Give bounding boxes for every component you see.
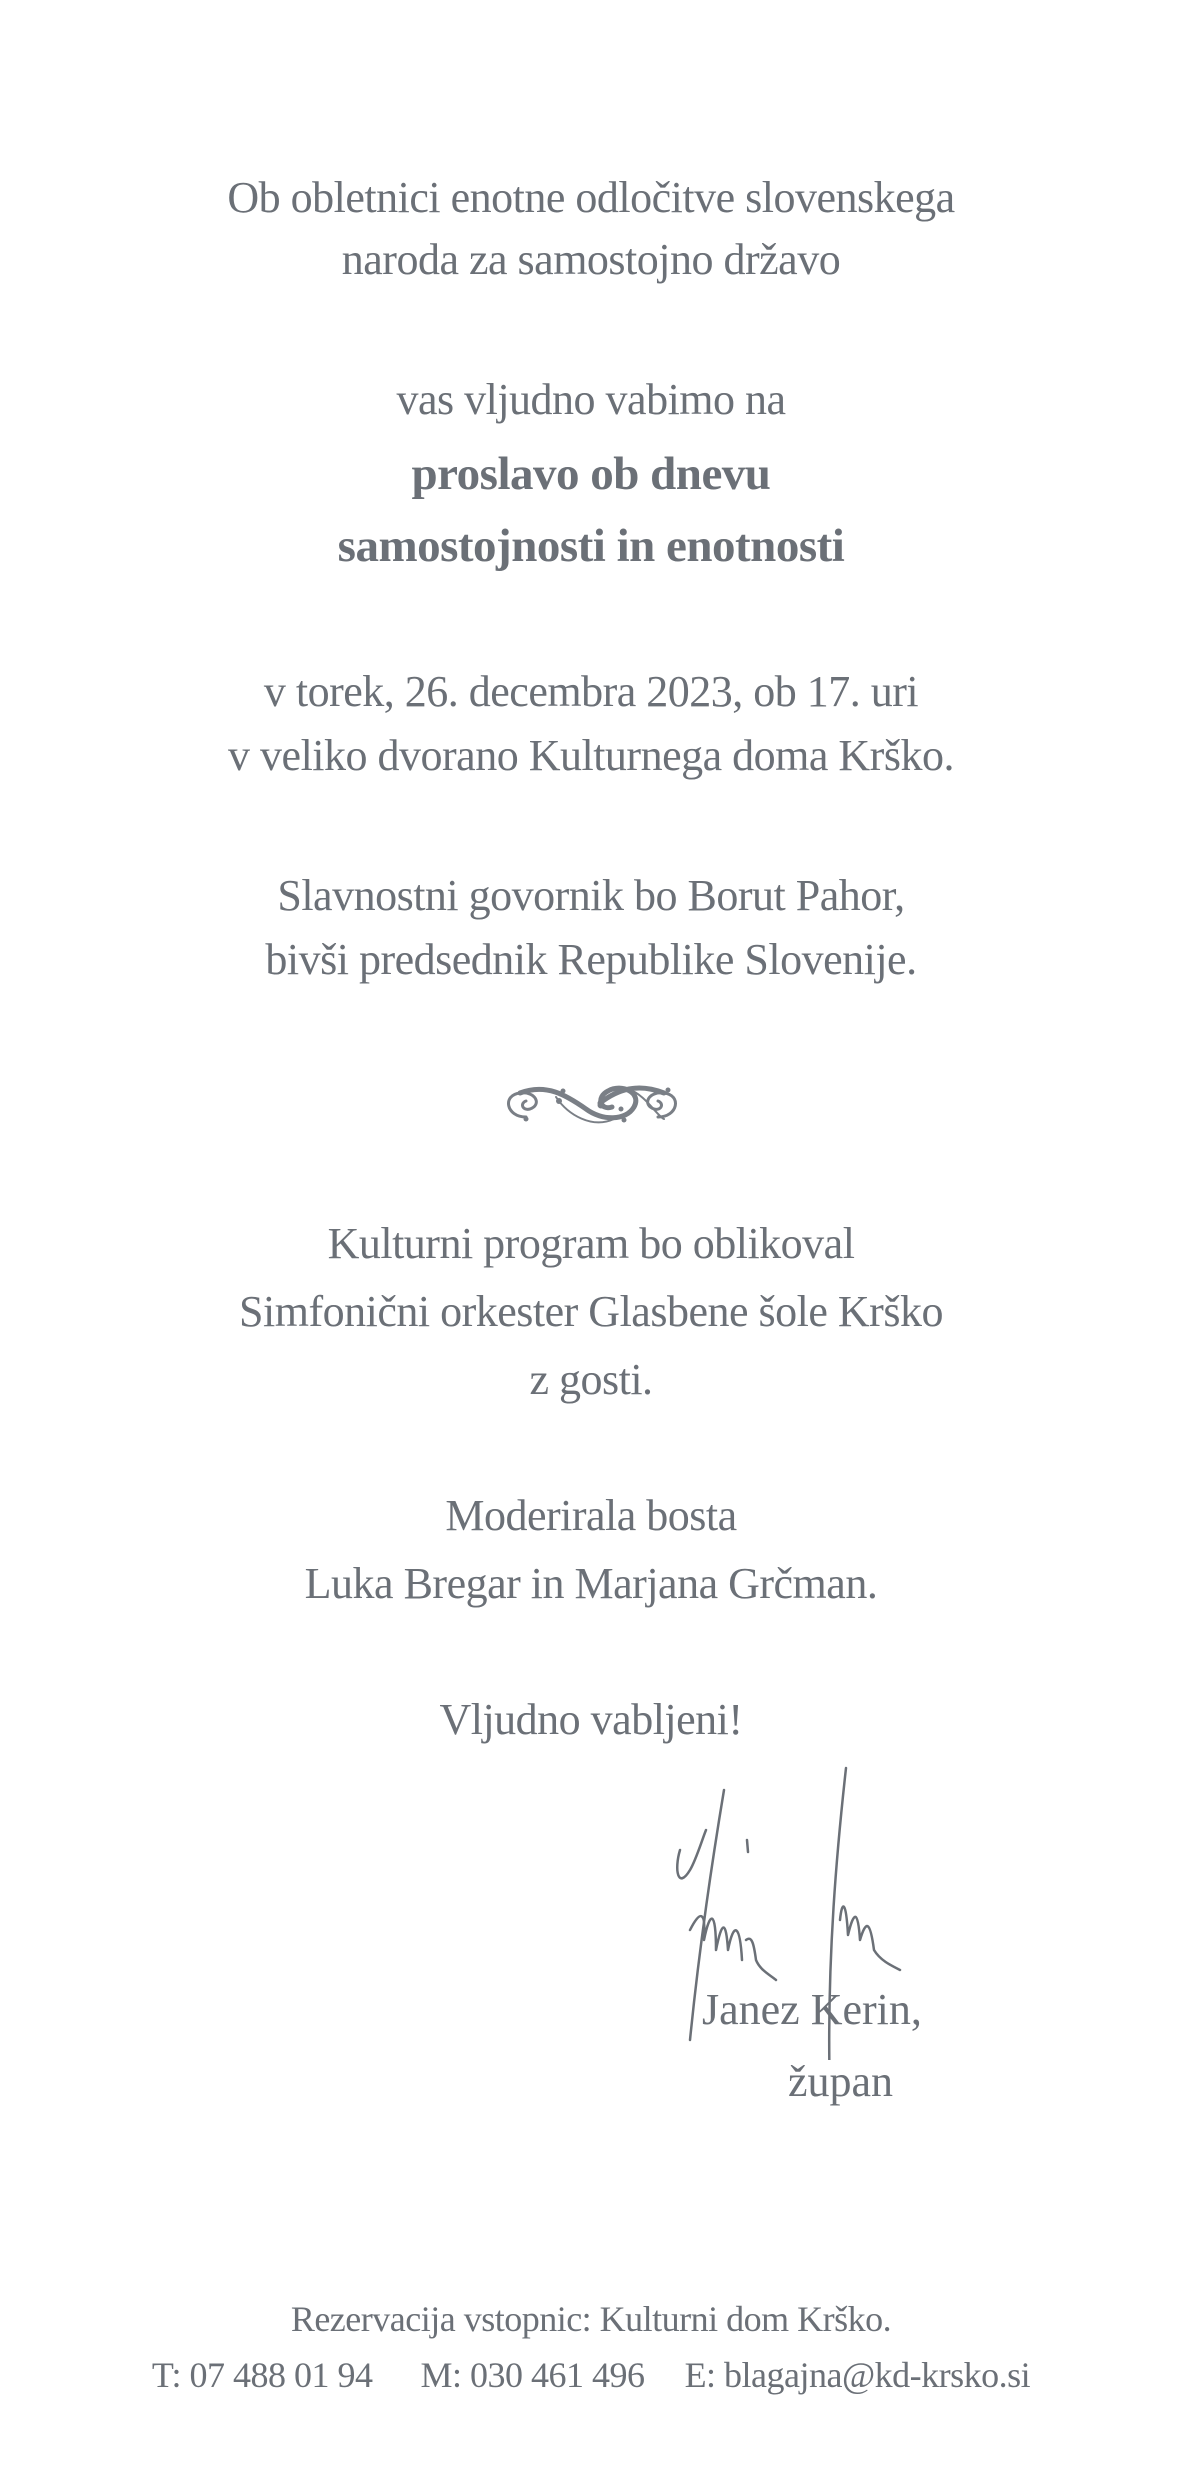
- invitation-line: vas vljudno vabimo na: [396, 375, 786, 424]
- speaker-line-2: bivši predsednik Republike Slovenije.: [265, 935, 917, 984]
- event-date: v torek, 26. decembra 2023, ob 17. uri: [263, 667, 919, 716]
- email-link[interactable]: E: blagajna@kd-krsko.si: [684, 2355, 1031, 2395]
- hosts-line-1: Moderirala bosta: [445, 1491, 737, 1540]
- speaker-line-1: Slavnostni govornik bo Borut Pahor,: [277, 871, 905, 920]
- closing-line: Vljudno vabljeni!: [439, 1695, 743, 1744]
- flourish-ornament-icon: [496, 1075, 688, 1135]
- program-line-2: Simfonični orkester Glasbene šole Krško: [239, 1287, 943, 1336]
- mobile-number[interactable]: M: 030 461 496: [420, 2355, 645, 2395]
- event-venue: v veliko dvorano Kulturnega doma Krško.: [228, 731, 954, 780]
- footer-contacts: [0, 2350, 1182, 2400]
- signatory-name: Janez Kerin,: [702, 1985, 922, 2034]
- phone-number[interactable]: T: 07 488 01 94: [151, 2355, 373, 2395]
- footer-reservation: Rezervacija vstopnic: Kulturni dom Krško.: [290, 2299, 892, 2339]
- program-line-1: Kulturni program bo oblikoval: [327, 1219, 855, 1268]
- event-title-line-1: proslavo ob dnevu: [411, 448, 771, 500]
- intro-line-1: Ob obletnici enotne odločitve slovenskega: [227, 173, 955, 222]
- program-line-3: z gosti.: [529, 1355, 653, 1404]
- event-title-line-2: samostojnosti in enotnosti: [337, 520, 845, 572]
- intro-line-2: naroda za samostojno državo: [341, 235, 841, 284]
- signatory-role: župan: [788, 2057, 894, 2106]
- hosts-line-2: Luka Bregar in Marjana Grčman.: [304, 1559, 878, 1608]
